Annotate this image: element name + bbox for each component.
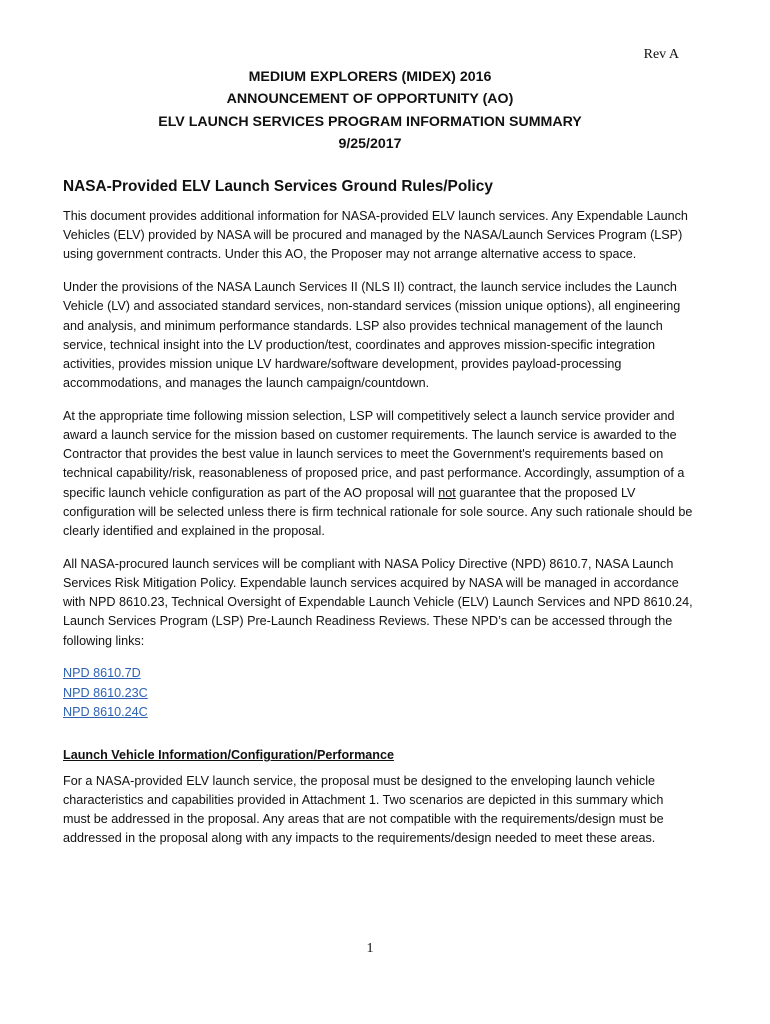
title-line-announcement: ANNOUNCEMENT OF OPPORTUNITY (AO) xyxy=(226,91,514,108)
paragraph-nls-contract: Under the provisions of the NASA Launch Services II (NLS II) contract, the launch service includes the Launch Vehicle (LV) and associated standard services, non-standard services (mission unique options), all engineering and analysis, and minimum performance standards. LSP also provides technical management of the launch service, technical insight into the LV production/test, coordinates and approves mission-specific integration activities, provides mission unique LV hardware/software development, provides payload-processing accommodations, and manages the launch campaign/countdown. xyxy=(63,280,681,391)
title-date: 9/25/2017 xyxy=(338,136,402,153)
title-line-summary: ELV LAUNCH SERVICES PROGRAM INFORMATION SUMMARY xyxy=(158,113,582,130)
emphasis-not: not xyxy=(438,485,456,500)
link-npd-8610-24c[interactable]: NPD 8610.24C xyxy=(63,705,148,720)
paragraph-policy-directives: All NASA-procured launch services will be compliant with NASA Policy Directive (NPD) 8610.7, NASA Launch Services Risk Mitigation Policy. Expendable launch services acquired by NASA will be managed in accordance with NPD 8610.23, Technical Oversight of Expendable Launch Vehicle (ELV) Launch Services and NPD 8610.24, Launch Services Program (LSP) Pre-Launch Readiness Reviews. These NPD’s can be accessed through the following links: xyxy=(63,556,693,648)
title-line-program: MEDIUM EXPLORERS (MIDEX) 2016 xyxy=(248,69,492,85)
page-number: 1 xyxy=(366,941,374,956)
section-heading-launch-vehicle: Launch Vehicle Information/Configuration/Performance xyxy=(63,748,394,763)
document-title xyxy=(0,66,740,156)
paragraph-intro: This document provides additional information for NASA-provided ELV launch services. Any Expendable Launch Vehicles (ELV) provided by NASA will be procured and managed by the NASA/Launch Services Program (LSP) using government contracts. Under this AO, the Proposer may not arrange alternative access to space. xyxy=(63,209,688,262)
paragraph-launch-vehicle: For a NASA-provided ELV launch service, the proposal must be designed to the enveloping launch vehicle characteristics and capabilities provided in Attachment 1. Two scenarios are depicted in this summary which must be addressed in the proposal. Any areas that are not compatible with the requirements/design must be addressed in the proposal along with any impacts to the requirements/design needed to meet these areas. xyxy=(63,773,664,846)
paragraph-selection-text-2: guarantee that the proposed LV configuration will be selected unless there is firm technical rationale for sole source. Any such rationale should be clearly identified and explained in the proposal. xyxy=(63,485,693,539)
paragraph-selection-text-1: At the appropriate time following mission selection, LSP will competitively select a launch service provider and award a launch service for the mission based on customer requirements. The launch service is awarded to the Contractor that provides the best value in launch services to meet the Government's requirements based on technical capability/risk, reasonableness of proposed price, and past performance. Accordingly, assumption of a specific launch vehicle configuration as part of the AO proposal will xyxy=(63,408,685,500)
link-npd-8610-23c[interactable]: NPD 8610.23C xyxy=(63,685,148,700)
document-body xyxy=(63,176,693,862)
paragraph-selection xyxy=(63,407,693,541)
revision-label: Rev A xyxy=(643,47,679,62)
npd-link-list xyxy=(63,664,693,723)
link-npd-8610-7d[interactable]: NPD 8610.7D xyxy=(63,666,141,681)
section-heading-ground-rules: NASA-Provided ELV Launch Services Ground Rules/Policy xyxy=(63,178,493,195)
